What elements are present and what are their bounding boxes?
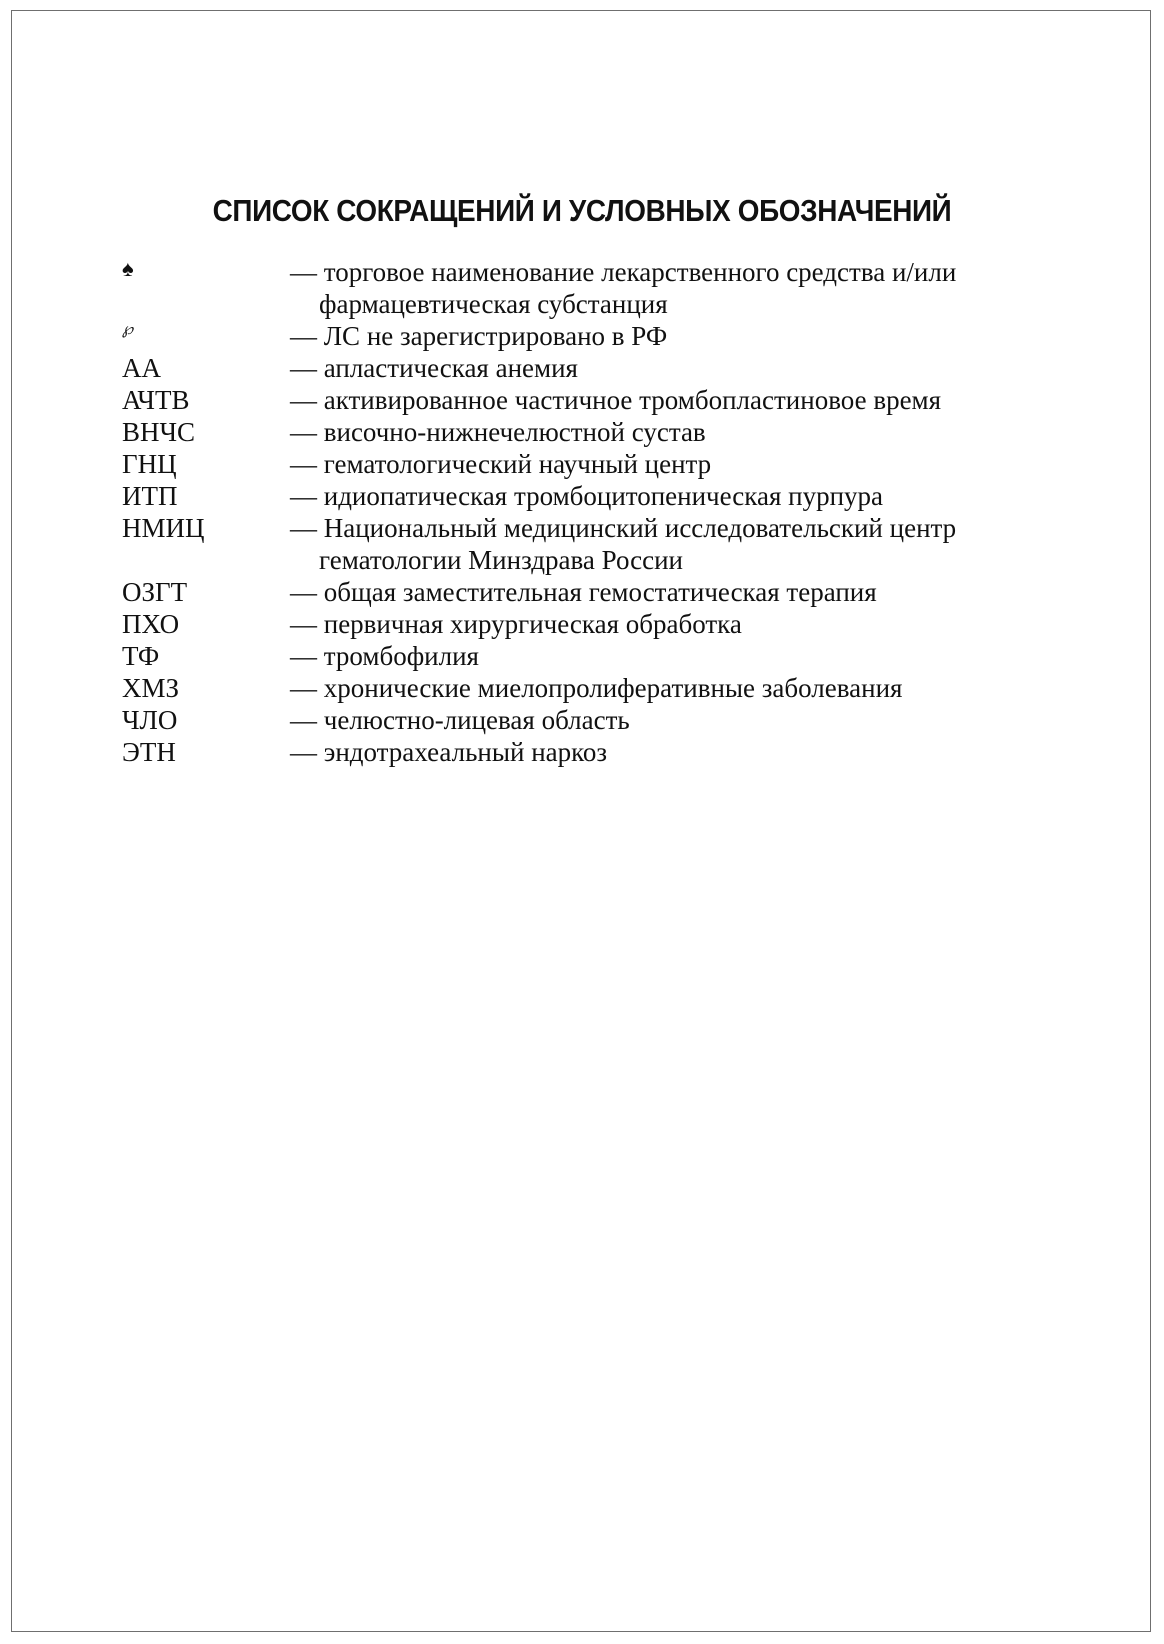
- abbreviation: ТФ: [122, 641, 160, 671]
- list-item: [0, 352, 1164, 384]
- definition: — височно-нижнечелюстной сустав: [290, 417, 706, 447]
- abbreviation: ИТП: [122, 481, 178, 511]
- definition: — Национальный медицинский исследовательский центр гематологии Минздрава России: [290, 513, 957, 575]
- page-title: СПИСОК СОКРАЩЕНИЙ И УСЛОВНЫХ ОБОЗНАЧЕНИЙ: [212, 193, 952, 228]
- list-item: [0, 640, 1164, 672]
- definition: — челюстно-лицевая область: [290, 705, 630, 735]
- definition: — идиопатическая тромбоцитопеническая пурпура: [290, 481, 884, 511]
- abbreviation: ЭТН: [122, 737, 176, 767]
- list-item: [0, 576, 1164, 608]
- abbreviation: ПХО: [122, 609, 180, 639]
- abbreviation: ЧЛО: [122, 705, 178, 735]
- definition: — тромбофилия: [290, 641, 479, 671]
- abbreviation: ВНЧС: [122, 417, 196, 447]
- list-item: [0, 736, 1164, 768]
- definition: — эндотрахеальный наркоз: [290, 737, 608, 767]
- list-item: [0, 512, 1164, 576]
- definition: — активированное частичное тромбопластиновое время: [290, 385, 942, 415]
- definition: — апластическая анемия: [290, 353, 578, 383]
- abbreviation: НМИЦ: [122, 513, 205, 543]
- definition: — первичная хирургическая обработка: [290, 609, 742, 639]
- definition: — торговое наименование лекарственного средства и/или фармацевтическая субстанция: [290, 257, 957, 319]
- definition: — общая заместительная гемостатическая терапия: [290, 577, 877, 607]
- abbreviation: ХМЗ: [122, 673, 180, 703]
- definition: — хронические миелопролиферативные заболевания: [290, 673, 903, 703]
- list-item: [0, 672, 1164, 704]
- list-item: [0, 608, 1164, 640]
- abbreviation: ГНЦ: [122, 449, 177, 479]
- abbreviation: ОЗГТ: [122, 577, 188, 607]
- list-item: [0, 704, 1164, 736]
- list-item: [0, 384, 1164, 416]
- list-item: [0, 448, 1164, 480]
- definition: — ЛС не зарегистрировано в РФ: [290, 321, 668, 351]
- list-item: [0, 416, 1164, 448]
- spade-icon: ♠: [122, 256, 134, 281]
- list-item: [0, 320, 1164, 352]
- abbreviation-list: [0, 256, 1164, 768]
- list-item: [0, 480, 1164, 512]
- abbreviation: АЧТВ: [122, 385, 190, 415]
- definition: — гематологический научный центр: [290, 449, 712, 479]
- list-item: [0, 256, 1164, 320]
- abbreviation: АА: [122, 353, 161, 383]
- weierstrass-p-icon: ℘: [122, 321, 134, 338]
